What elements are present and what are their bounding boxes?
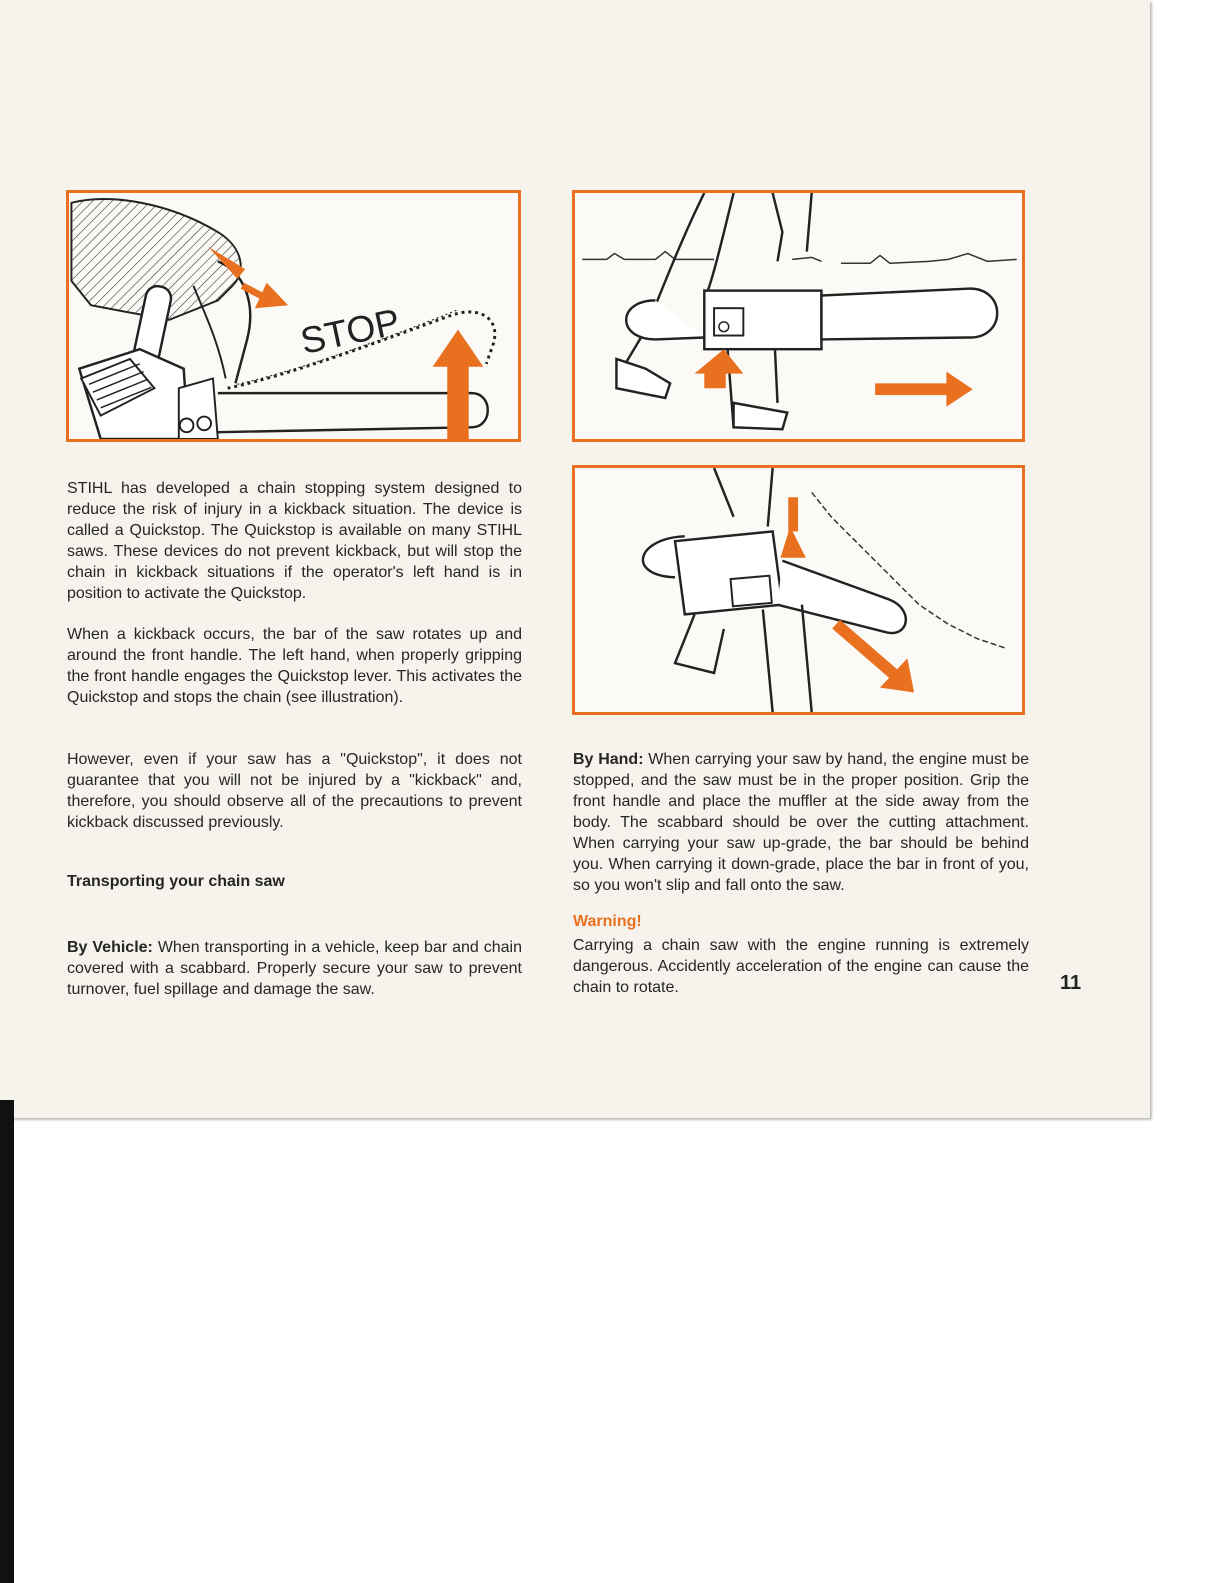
leg-right [763,605,812,712]
arrow-right-shaft [875,383,948,395]
section-heading: Transporting your chain saw [67,873,285,890]
carry-illustration-2 [572,465,1025,715]
intro-paragraph: STIHL has developed a chain stopping system designed to reduce the risk of injury in a kickback situation. The device is called a Quickstop. The Quickstop is available on many STIHL saws. These devices do not prevent kickback, but will stop the chain in kickback situations if the operator's left hand is in position to activate the Quickstop. [67,480,522,602]
however-paragraph: However, even if your saw has a "Quickstop", it does not guarantee that you will not be injured by a "kickback" and, therefore, you should observe all of the precautions to prevent kickback discussed previously. [67,751,522,831]
warning-paragraph: Carrying a chain saw with the engine running is extremely dangerous. Accidently acceleration of the engine can cause the chain to rotate. [573,937,1029,996]
quickstop-illustration [66,190,521,442]
boot-left [616,359,670,398]
hand-paragraph [573,749,1029,896]
arm [773,193,812,261]
page-number: 11 [1060,972,1082,994]
hand-text: When carrying your saw by hand, the engine must be stopped, and the saw must be in the proper position. Grip the front handle and place the muffler at the side away from the body. The scabbard should be over the cutting attachment. When carrying your saw up-grade, the bar should be behind you. When carrying it down-grade, place the bar in front of you, so you won't slip and fall onto the saw. [573,751,1029,894]
arm [714,468,773,527]
carry-drawing-1 [575,193,1022,439]
carry-illustration-1 [572,190,1025,442]
kickback-paragraph: When a kickback occurs, the bar of the saw rotates up and around the front handle. The left hand, when properly gripping the front handle engages the Quickstop lever. This activates the Quickstop and stops the chain (see illustration). [67,626,522,706]
leg-left [675,614,724,673]
scabbard-bar [821,289,997,340]
arrow-right-icon [946,372,972,407]
stop-label: STOP [296,299,404,362]
vehicle-lead: By Vehicle: [67,939,153,956]
warning-title: Warning! [573,913,642,930]
leg-left [616,193,704,378]
boot-right [734,403,788,429]
book-edge [0,1100,14,1583]
carry-drawing-2 [575,468,1022,712]
vehicle-text: When transporting in a vehicle, keep bar and chain covered with a scabbard. Properly secure your saw to prevent turnover, fuel spillage and damage the saw. [67,939,522,998]
vehicle-paragraph [67,937,522,1000]
ground-line [582,252,1016,264]
quickstop-drawing [69,193,518,439]
arrow-up-icon [433,330,484,367]
hand-lead: By Hand: [573,751,644,768]
arrow-up-shaft [447,364,468,439]
rear-handle [626,300,704,339]
